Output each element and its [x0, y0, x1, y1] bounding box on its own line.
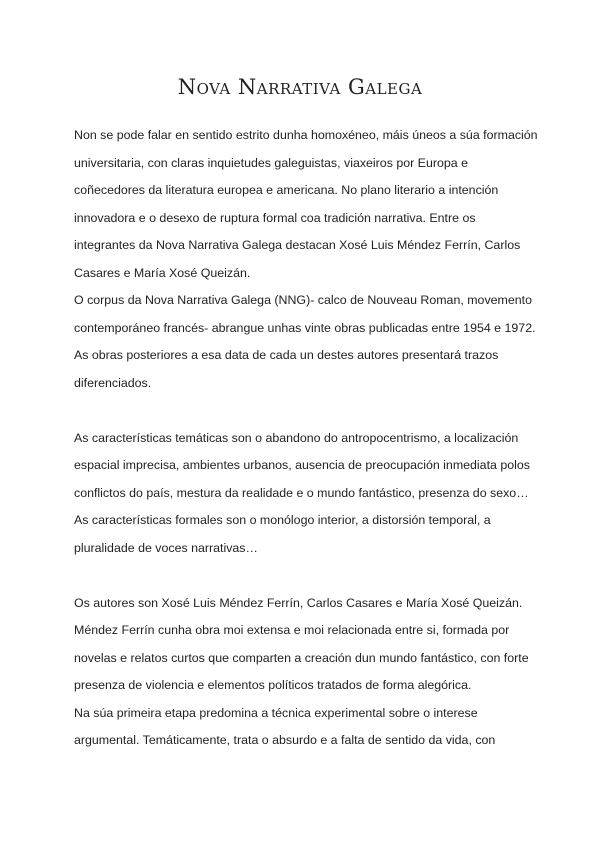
- text-line: As características temáticas son o abandono do antropocentrismo, a localización: [74, 430, 519, 445]
- text-line: As características formales son o monólogo interior, a distorsión temporal, a: [74, 513, 491, 527]
- text-line: coñecedores da literatura europea e americana. No plano literario a intención: [74, 183, 499, 197]
- paragraph-intro: [74, 122, 538, 287]
- text-line: contemporáneo francés- abrangue unhas vinte obras publicadas entre 1954 e 1972.: [74, 320, 536, 335]
- text-line: universitaria, con claras inquietudes galeguistas, viaxeiros por Europa e: [74, 155, 468, 170]
- text-line: argumental. Temáticamente, trata o absurdo e a falta de sentido da vida, con: [74, 733, 496, 747]
- text-line: presenza de violencia e elementos políticos tratados de forma alegórica.: [74, 678, 472, 692]
- paragraph-thematic: [74, 425, 534, 508]
- text-line: integrantes da Nova Narrativa Galega destacan Xosé Luis Méndez Ferrín, Carlos: [74, 238, 521, 252]
- document-title: Nova Narrativa Galega: [177, 75, 423, 99]
- text-line: innovadora e o desexo de ruptura formal coa tradición narrativa. Entre os: [74, 210, 476, 225]
- text-line: conflictos do país, mestura da realidade e o mundo fantástico, presenza do sexo…: [74, 485, 529, 500]
- paragraph-authors: [74, 590, 534, 618]
- document-body: [74, 122, 538, 755]
- text-line: As obras posteriores a esa data de cada un destes autores presentará trazos: [74, 348, 499, 362]
- text-line: O corpus da Nova Narrativa Galega (NNG)- calco de Nouveau Roman, movemento: [74, 293, 532, 307]
- text-line: espacial imprecisa, ambientes urbanos, ausencia de preocupación inmediata polos: [74, 458, 530, 472]
- paragraph-formal: [74, 507, 534, 562]
- paragraph-spacer: [74, 397, 534, 425]
- text-line: novelas e relatos curtos que comparten a creación dun mundo fantástico, con forte: [74, 650, 529, 665]
- paragraph-mendez-ferrin: [74, 617, 534, 700]
- text-line: pluralidade de voces narrativas…: [74, 540, 258, 555]
- text-line: Na súa primeira etapa predomina a técnica experimental sobre o interese: [74, 705, 478, 720]
- paragraph-corpus: [74, 287, 534, 397]
- text-line: Méndez Ferrín cunha obra moi extensa e moi relacionada entre si, formada por: [74, 623, 510, 637]
- text-line: Non se pode falar en sentido estrito dunha homoxéneo, máis úneos a súa formación: [74, 128, 538, 142]
- text-line: diferenciados.: [74, 375, 152, 390]
- paragraph-first-stage: [74, 700, 534, 755]
- paragraph-spacer: [74, 562, 534, 590]
- text-line: Casares e María Xosé Queizán.: [74, 265, 251, 280]
- text-line: Os autores son Xosé Luis Méndez Ferrín, Carlos Casares e María Xosé Queizán.: [74, 595, 523, 610]
